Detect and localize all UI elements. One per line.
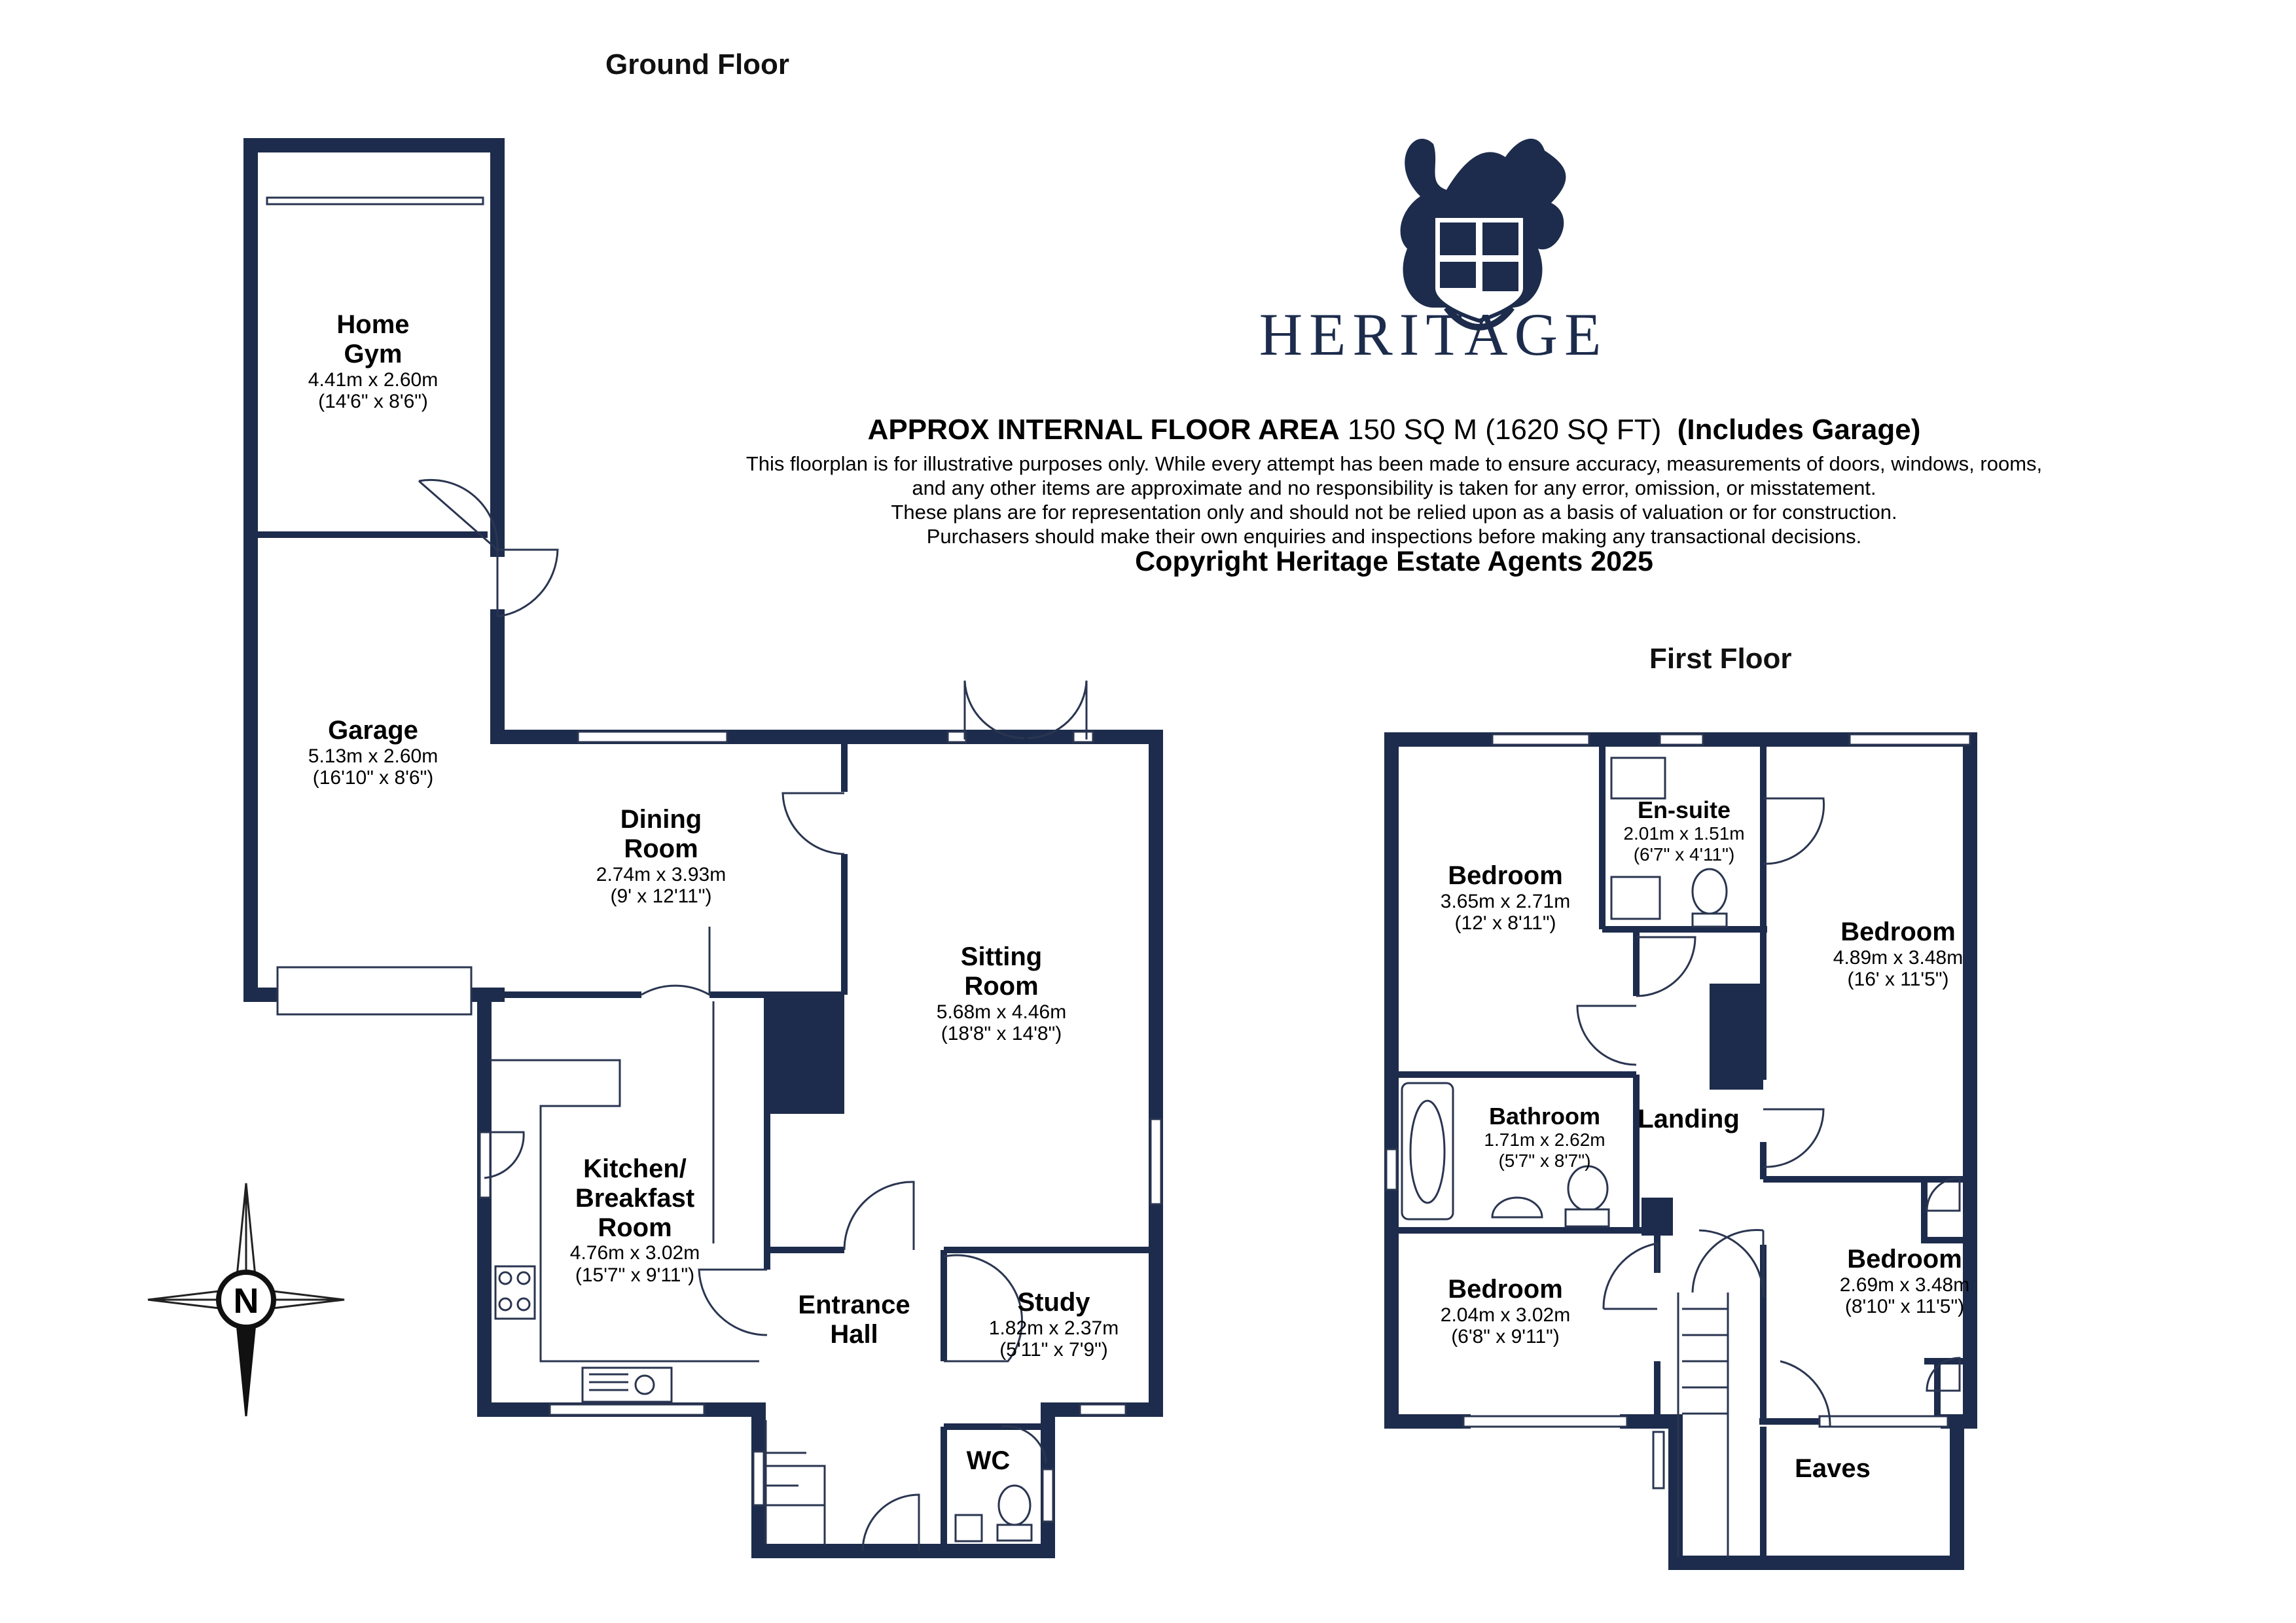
floor-area-line bbox=[694, 414, 2094, 446]
brand-wordmark: HERITAGE bbox=[1259, 301, 1608, 368]
floor-area-note: (Includes Garage) bbox=[1677, 414, 1921, 446]
room-name: Eaves bbox=[1795, 1454, 1871, 1483]
room-name: Bedroom bbox=[1840, 918, 1956, 946]
room-name: En-suite bbox=[1637, 796, 1731, 823]
disclaimer bbox=[694, 452, 2094, 548]
room-dim-metric: 2.04m x 3.02m bbox=[1440, 1304, 1571, 1326]
room-name: WC bbox=[966, 1446, 1011, 1475]
room-dim-imperial: (6'8" x 9'11") bbox=[1451, 1326, 1560, 1348]
room-dim-metric: 2.74m x 3.93m bbox=[596, 863, 726, 885]
room-dining bbox=[563, 805, 759, 908]
ground-floor-title: Ground Floor bbox=[605, 48, 790, 80]
copyright: Copyright Heritage Estate Agents 2025 bbox=[1135, 546, 1653, 577]
room-bedroom-1 bbox=[1407, 861, 1604, 935]
room-name: Dining Room bbox=[620, 805, 702, 863]
room-bedroom-4 bbox=[1806, 1245, 2003, 1318]
room-dim-imperial: (5'7" x 8'7") bbox=[1498, 1150, 1591, 1171]
room-name: Study bbox=[1017, 1288, 1090, 1317]
room-eaves bbox=[1767, 1454, 1898, 1484]
room-name: Garage bbox=[328, 716, 418, 745]
room-dim-metric: 4.76m x 3.02m bbox=[569, 1242, 700, 1264]
room-dim-imperial: (9' x 12'11") bbox=[610, 885, 712, 908]
room-name: Sitting Room bbox=[960, 942, 1043, 1001]
compass-north-letter: N bbox=[233, 1281, 259, 1321]
disclaimer-line: This floorplan is for illustrative purposes only. While every attempt has been made to ensure accuracy, measurements of doors, windows, rooms, bbox=[745, 452, 2043, 475]
room-study bbox=[956, 1288, 1152, 1361]
room-home-gym bbox=[275, 310, 471, 413]
room-dim-metric: 1.71m x 2.62m bbox=[1484, 1130, 1605, 1150]
room-name: Bedroom bbox=[1448, 861, 1563, 890]
room-dim-imperial: (5'11" x 7'9") bbox=[999, 1339, 1108, 1361]
room-bedroom-3 bbox=[1407, 1275, 1604, 1348]
room-name: Landing bbox=[1638, 1105, 1740, 1133]
room-kitchen bbox=[537, 1154, 733, 1287]
room-dim-imperial: (15'7" x 9'11") bbox=[575, 1264, 695, 1286]
room-dim-imperial: (8'10" x 11'5") bbox=[1844, 1296, 1965, 1318]
disclaimer-line: These plans are for representation only and should not be relied upon as a basis of valuation or for construction. bbox=[891, 501, 1897, 524]
room-dim-imperial: (12' x 8'11") bbox=[1454, 912, 1556, 935]
room-bedroom-2 bbox=[1800, 918, 1996, 991]
room-entrance-hall bbox=[772, 1291, 936, 1349]
room-dim-imperial: (6'7" x 4'11") bbox=[1633, 844, 1735, 865]
room-dim-metric: 4.89m x 3.48m bbox=[1833, 946, 1964, 969]
room-dim-metric: 2.01m x 1.51m bbox=[1623, 823, 1745, 844]
disclaimer-line: and any other items are approximate and no responsibility is taken for any error, omission, or misstatement. bbox=[912, 476, 1876, 499]
room-bathroom bbox=[1460, 1103, 1630, 1171]
heraldic-crest bbox=[1401, 139, 1566, 327]
disclaimer-line: Purchasers should make their own enquiries and inspections before making any transactional decisions. bbox=[926, 525, 1862, 548]
room-name: Bedroom bbox=[1847, 1245, 1962, 1274]
room-name: Kitchen/ Breakfast Room bbox=[575, 1154, 695, 1242]
room-dim-imperial: (16'10" x 8'6") bbox=[312, 767, 434, 789]
room-dim-metric: 4.41m x 2.60m bbox=[308, 368, 439, 391]
room-sitting bbox=[903, 942, 1100, 1045]
room-dim-metric: 5.68m x 4.46m bbox=[936, 1001, 1067, 1023]
room-landing bbox=[1623, 1105, 1754, 1134]
room-name: Bedroom bbox=[1448, 1275, 1563, 1304]
room-name: Bathroom bbox=[1489, 1103, 1600, 1130]
floor-area-label: APPROX INTERNAL FLOOR AREA bbox=[867, 414, 1340, 446]
room-dim-imperial: (16' x 11'5") bbox=[1847, 969, 1949, 991]
room-dim-metric: 5.13m x 2.60m bbox=[308, 745, 439, 767]
room-dim-metric: 3.65m x 2.71m bbox=[1440, 890, 1571, 912]
floor-area-value: 150 SQ M (1620 SQ FT) bbox=[1347, 414, 1662, 446]
room-name: Home Gym bbox=[336, 310, 410, 368]
first-floor-title: First Floor bbox=[1649, 643, 1792, 675]
room-dim-imperial: (14'6" x 8'6") bbox=[318, 391, 428, 413]
room-en-suite bbox=[1602, 797, 1766, 865]
room-dim-imperial: (18'8" x 14'8") bbox=[941, 1023, 1062, 1045]
room-wc bbox=[956, 1446, 1021, 1476]
room-name: Entrance Hall bbox=[798, 1291, 910, 1349]
room-dim-metric: 2.69m x 3.48m bbox=[1839, 1274, 1970, 1296]
room-dim-metric: 1.82m x 2.37m bbox=[988, 1317, 1119, 1339]
room-garage bbox=[275, 716, 471, 789]
